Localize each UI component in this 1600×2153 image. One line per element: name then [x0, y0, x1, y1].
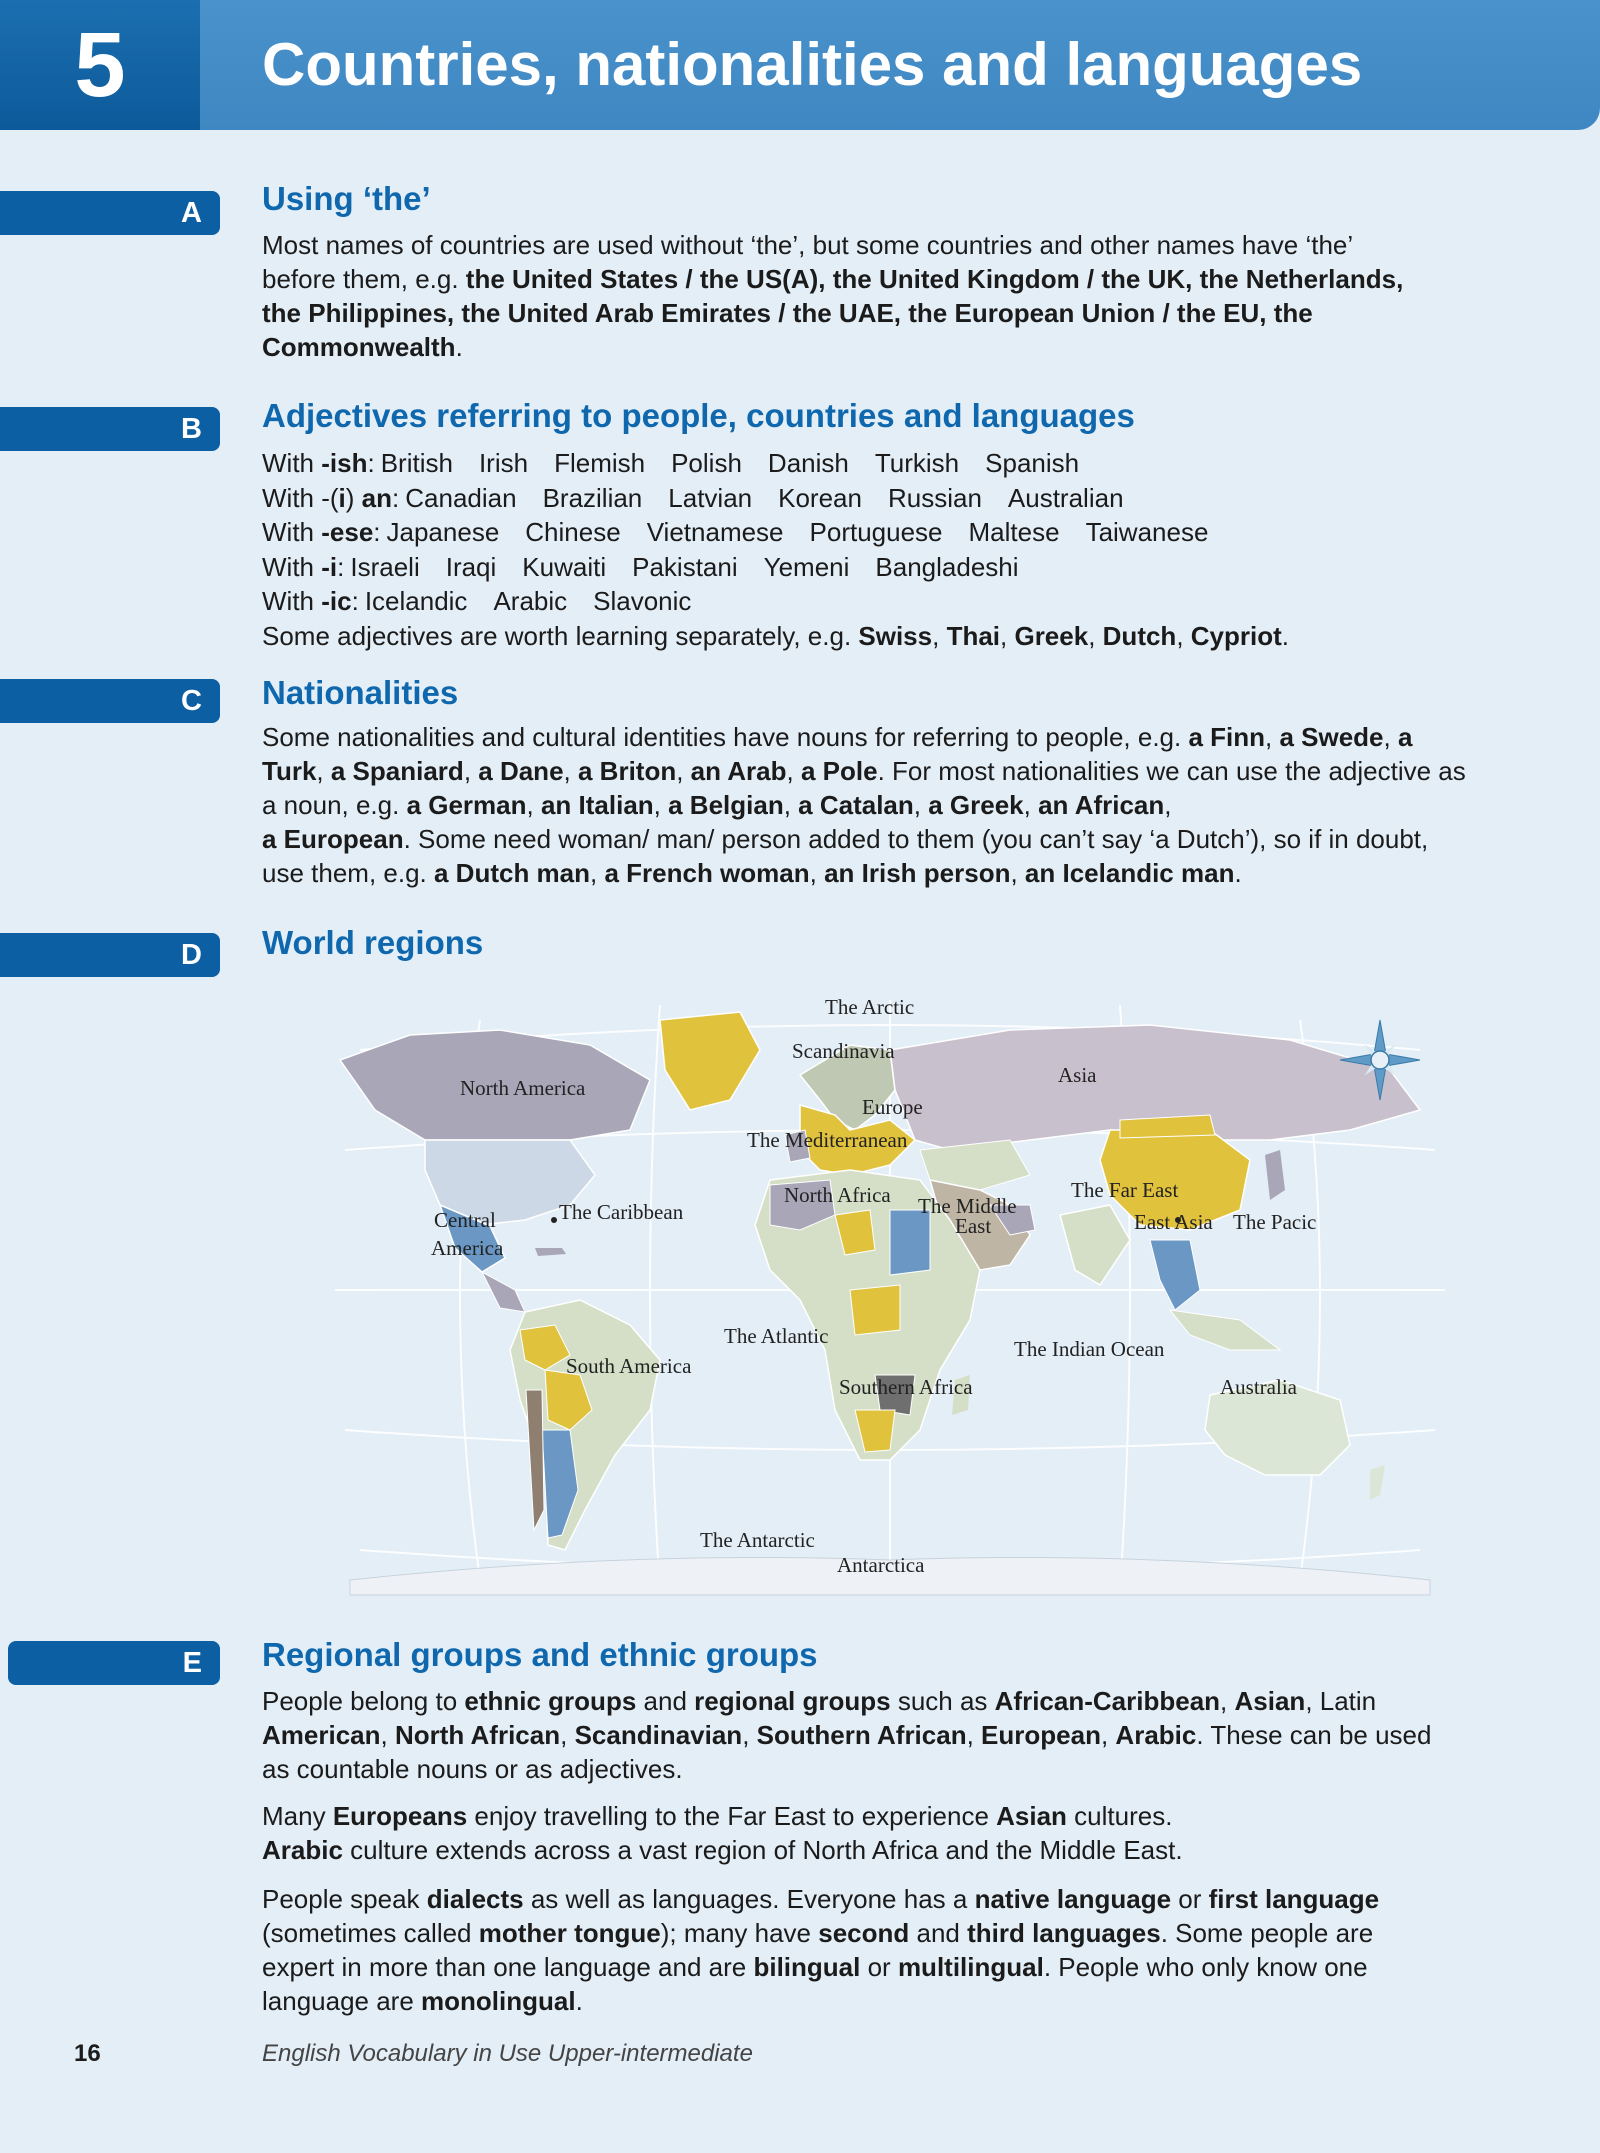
text-line — [262, 1752, 1502, 1786]
text-run: culture extends across a vast region of North Africa and the Middle East. — [342, 1835, 1183, 1865]
text-run: , — [380, 1720, 395, 1750]
bold-term: a French woman — [604, 858, 810, 888]
text-run: , — [786, 756, 801, 786]
text-run: language are — [262, 1986, 422, 2016]
section-e-paragraph-2 — [262, 1799, 1502, 1867]
bold-term: monolingual — [421, 1986, 576, 2016]
adjective-row — [262, 515, 1502, 550]
section-e-tab: E — [8, 1641, 220, 1685]
text-run: With — [262, 517, 322, 547]
text-line — [262, 1916, 1502, 1950]
text-run: as well as languages. Everyone has a — [523, 1884, 975, 1914]
text-run: With — [262, 551, 322, 582]
label-indian-ocean: The Indian Ocean — [1014, 1337, 1165, 1361]
label-arctic: The Arctic — [825, 995, 915, 1019]
text-line — [262, 1684, 1502, 1718]
new-zealand-shape — [1370, 1465, 1385, 1500]
adjective-word: Kuwaiti — [522, 551, 607, 582]
adjective-word: Polish — [671, 448, 742, 478]
section-b-tab: B — [0, 407, 220, 451]
book-title: English Vocabulary in Use Upper-intermediate — [262, 2040, 753, 2067]
text-run: as countable nouns or as adjectives. — [262, 1754, 683, 1784]
bold-term: the United States / the US(A), the United Kingdom / the UK, the Netherlands, — [465, 264, 1404, 294]
label-atlantic: The Atlantic — [724, 1324, 829, 1348]
text-run: : — [373, 517, 381, 547]
suffix-label — [262, 517, 381, 547]
label-central-america-2: America — [431, 1236, 504, 1260]
bold-term: an Arab — [690, 756, 787, 786]
text-run: or — [1171, 1884, 1209, 1914]
bold-term: a Dane — [478, 756, 564, 786]
text-run: , — [1383, 722, 1398, 752]
text-line — [262, 1799, 1502, 1833]
text-run: , — [809, 858, 825, 888]
bold-term: i — [338, 482, 346, 513]
unit-number: 5 — [0, 0, 200, 130]
chile-shape — [526, 1390, 544, 1530]
bold-term: a Finn — [1188, 722, 1266, 752]
bold-term: an Italian — [540, 790, 654, 820]
bold-term: the Philippines, the United Arab Emirates / the UAE, the European Union / the EU, the — [262, 298, 1313, 328]
adjective-row — [262, 481, 1502, 516]
adjective-word: Korean — [778, 482, 862, 513]
bold-term: second — [818, 1918, 910, 1948]
bold-term: an — [361, 482, 393, 513]
bold-term: a Spaniard — [330, 756, 464, 786]
sudan-shape — [890, 1210, 930, 1275]
adjective-word: Spanish — [985, 448, 1080, 478]
text-run: a noun, e.g. — [262, 790, 407, 820]
text-line — [262, 1950, 1502, 1984]
text-run: Most names of countries are used without ‘the’, but some countries and other names have ‘the’ — [262, 230, 1354, 260]
bold-term: mother tongue — [478, 1918, 661, 1948]
text-run: . Some people are — [1160, 1918, 1374, 1948]
text-run: . — [1281, 620, 1290, 651]
text-run: , — [913, 790, 929, 820]
label-middle-east-1: The Middle — [918, 1194, 1017, 1218]
bold-term: Asian — [996, 1801, 1067, 1831]
bold-term: American — [262, 1720, 381, 1750]
text-run: . — [575, 1986, 583, 2016]
section-b-heading: Adjectives referring to people, countries and languages — [262, 397, 1135, 434]
text-run: People belong to — [262, 1686, 465, 1716]
adjective-word: Russian — [887, 482, 982, 513]
bold-term: third languages — [967, 1918, 1161, 1948]
section-a-text — [262, 228, 1502, 364]
section-d-tab: D — [0, 933, 220, 977]
bold-term: Turk — [262, 756, 317, 786]
section-b-adjective-list — [262, 446, 1502, 653]
bold-term: a German — [406, 790, 527, 820]
section-e-paragraph-3 — [262, 1882, 1502, 2018]
text-run: , — [316, 756, 331, 786]
text-run: : — [392, 482, 400, 513]
adjective-word: Iraqi — [445, 551, 497, 582]
label-australia: Australia — [1220, 1375, 1297, 1399]
bold-term: European — [981, 1720, 1101, 1750]
title-bar — [200, 0, 1600, 130]
bold-term: Greek — [1014, 620, 1089, 651]
text-run: expert in more than one language and are — [262, 1952, 754, 1982]
text-run: . People who only know one — [1043, 1952, 1368, 1982]
caribbean-islands-shape — [535, 1248, 566, 1256]
world-map-graphic — [330, 990, 1450, 1600]
bold-term: Southern African — [756, 1720, 967, 1750]
text-line — [262, 1882, 1502, 1916]
bold-term: Thai — [946, 620, 1001, 651]
bold-term: Asian — [1234, 1686, 1306, 1716]
label-antarctic: The Antarctic — [700, 1528, 815, 1552]
text-run: , — [1010, 858, 1025, 888]
adjective-word: Flemish — [554, 448, 646, 478]
text-line — [262, 1984, 1502, 2018]
bold-term: regional groups — [694, 1686, 891, 1716]
adjective-word: Slavonic — [593, 586, 692, 616]
section-d-heading: World regions — [262, 924, 484, 961]
text-run: before them, e.g. — [262, 264, 466, 294]
text-run: , — [560, 1720, 575, 1750]
bold-term: Scandinavian — [574, 1720, 743, 1750]
bold-term: a Greek — [928, 790, 1024, 820]
text-run: . — [1234, 858, 1242, 888]
text-run: ) — [345, 482, 362, 513]
separate-adjectives-line — [262, 619, 1502, 654]
bold-term: -ic — [321, 586, 352, 616]
bold-term: -i — [321, 551, 338, 582]
bold-term: a Pole — [800, 756, 878, 786]
bold-term: a — [1397, 722, 1413, 752]
bold-term: native language — [974, 1884, 1172, 1914]
text-run: . — [455, 332, 463, 362]
bold-term: first language — [1208, 1884, 1380, 1914]
text-run: , — [1000, 620, 1015, 651]
section-a-tab: A — [0, 191, 220, 235]
suffix-label — [262, 586, 359, 616]
section-c-heading: Nationalities — [262, 674, 459, 711]
label-east-asia: East Asia — [1134, 1210, 1213, 1234]
adjective-word: Chinese — [525, 517, 621, 547]
world-map — [330, 990, 1450, 1600]
bold-term: an African — [1038, 790, 1165, 820]
adjective-word: Latvian — [668, 482, 753, 513]
bold-term: a European — [262, 824, 404, 854]
text-run: : — [351, 586, 359, 616]
text-line — [262, 822, 1502, 856]
india-shape — [1060, 1205, 1130, 1285]
text-run: use them, e.g. — [262, 858, 434, 888]
greenland-shape — [660, 1012, 760, 1110]
adjective-row — [262, 446, 1502, 481]
bold-term: a Dutch man — [433, 858, 591, 888]
adjective-row — [262, 584, 1502, 619]
bold-term: Dutch — [1102, 620, 1177, 651]
text-run: With — [262, 586, 322, 616]
section-c-text — [262, 720, 1502, 890]
text-line — [262, 1833, 1502, 1867]
bold-term: Europeans — [332, 1801, 468, 1831]
text-run: , — [932, 620, 947, 651]
text-run: (sometimes called — [262, 1918, 479, 1948]
text-run: , — [1164, 790, 1172, 820]
bold-term: Arabic — [1115, 1720, 1197, 1750]
text-run: , — [463, 756, 479, 786]
caribbean-marker — [551, 1217, 557, 1223]
bold-term: Swiss — [858, 620, 933, 651]
text-run: , — [1265, 722, 1280, 752]
adjective-word: Portuguese — [809, 517, 943, 547]
adjective-word: Danish — [767, 448, 849, 478]
page-header — [0, 0, 1600, 132]
bold-term: dialects — [426, 1884, 524, 1914]
bold-term: a Briton — [577, 756, 677, 786]
text-run: With — [262, 448, 322, 478]
text-run: With -( — [262, 482, 339, 513]
label-south-america: South America — [566, 1354, 692, 1378]
text-line — [262, 720, 1502, 754]
bold-term: African-Caribbean — [994, 1686, 1221, 1716]
adjective-word: Turkish — [874, 448, 960, 478]
adjective-word: Irish — [478, 448, 529, 478]
text-run: People speak — [262, 1884, 427, 1914]
adjective-word: British — [380, 448, 453, 478]
adjective-word: Taiwanese — [1085, 517, 1209, 547]
text-run: , — [966, 1720, 982, 1750]
text-run: . For most nationalities we can use the adjective as — [877, 756, 1466, 786]
label-north-america: North America — [460, 1076, 586, 1100]
section-e-heading: Regional groups and ethnic groups — [262, 1636, 818, 1673]
suffix-label — [262, 483, 399, 513]
text-line — [262, 754, 1502, 788]
japan-shape — [1265, 1150, 1285, 1200]
text-run: ); many have — [660, 1918, 819, 1948]
bold-term: Arabic — [262, 1835, 343, 1865]
bold-term: an Icelandic man — [1024, 858, 1235, 888]
bold-term: a Catalan — [798, 790, 914, 820]
text-line — [262, 788, 1502, 822]
southeast-asia-shape — [1150, 1240, 1200, 1310]
label-scandinavia: Scandinavia — [792, 1039, 895, 1063]
bold-term: ethnic groups — [464, 1686, 637, 1716]
drc-shape — [850, 1285, 900, 1335]
text-run: enjoy travelling to the Far East to experience — [467, 1801, 997, 1831]
page-title: Countries, nationalities and languages — [262, 31, 1363, 98]
text-run: or — [860, 1952, 898, 1982]
text-run: , — [1100, 1720, 1116, 1750]
adjective-word: Vietnamese — [646, 517, 784, 547]
label-caribbean: The Caribbean — [559, 1200, 684, 1224]
text-run: : — [337, 551, 345, 582]
bold-term: bilingual — [753, 1952, 861, 1982]
bold-term: a Swede — [1279, 722, 1384, 752]
section-e-paragraph-1 — [262, 1684, 1502, 1786]
text-line — [262, 330, 1502, 364]
text-run: cultures. — [1066, 1801, 1173, 1831]
text-run: , — [676, 756, 691, 786]
text-line — [262, 296, 1502, 330]
adjective-word: Australian — [1007, 482, 1124, 513]
text-run: , — [590, 858, 605, 888]
text-line — [262, 1718, 1502, 1752]
text-run: Many — [262, 1801, 333, 1831]
text-run: . Some need woman/ man/ person added to them (you can’t say ‘a Dutch’), so if in doubt, — [403, 824, 1429, 854]
label-asia: Asia — [1058, 1063, 1097, 1087]
text-run: , — [1088, 620, 1103, 651]
indonesia-shape — [1170, 1310, 1280, 1350]
text-line — [262, 262, 1502, 296]
adjective-word: Yemeni — [763, 551, 850, 582]
label-europe: Europe — [862, 1095, 923, 1119]
text-run: , — [1220, 1686, 1235, 1716]
label-antarctica: Antarctica — [837, 1553, 925, 1577]
adjective-word: Maltese — [968, 517, 1060, 547]
text-run: and — [636, 1686, 695, 1716]
adjective-word: Icelandic — [364, 586, 468, 616]
text-run: . These can be used — [1196, 1720, 1432, 1750]
adjective-row — [262, 550, 1502, 585]
adjective-word: Japanese — [386, 517, 500, 547]
text-run: , — [1176, 620, 1191, 651]
adjective-word: Bangladeshi — [875, 551, 1019, 582]
adjective-word: Arabic — [493, 586, 568, 616]
label-middle-east-2: East — [955, 1214, 992, 1238]
adjective-word: Israeli — [350, 551, 420, 582]
bold-term: Commonwealth — [262, 332, 456, 362]
adjective-word: Pakistani — [632, 551, 738, 582]
bold-term: an Irish person — [824, 858, 1011, 888]
bold-term: North African — [394, 1720, 561, 1750]
text-run: , — [742, 1720, 757, 1750]
bold-term: Cypriot — [1190, 620, 1282, 651]
text-run: , — [783, 790, 799, 820]
page-number: 16 — [74, 2040, 101, 2067]
text-run: , — [563, 756, 578, 786]
text-run: such as — [890, 1686, 995, 1716]
text-run: , — [1023, 790, 1039, 820]
text-run: and — [909, 1918, 968, 1948]
section-c-tab: C — [0, 679, 220, 723]
label-mediterranean: The Mediterranean — [747, 1128, 908, 1152]
section-a-heading: Using ‘the’ — [262, 180, 431, 217]
bold-term: -ese — [321, 517, 374, 547]
text-run: , — [653, 790, 669, 820]
label-central-america-1: Central — [434, 1208, 496, 1232]
label-pacific: The Pacic — [1233, 1210, 1317, 1234]
text-run: : — [367, 448, 375, 478]
central-america-shape — [482, 1272, 525, 1312]
label-north-africa: North Africa — [784, 1183, 891, 1207]
text-line — [262, 228, 1502, 262]
adjective-word: Brazilian — [542, 482, 643, 513]
suffix-label — [262, 448, 375, 478]
adjective-word: Canadian — [405, 482, 517, 513]
label-southern-africa: Southern Africa — [839, 1375, 973, 1399]
text-run: Some nationalities and cultural identities have nouns for referring to people, e.g. — [262, 722, 1189, 752]
text-line — [262, 856, 1502, 890]
text-run: , Latin — [1305, 1686, 1377, 1716]
bold-term: a Belgian — [668, 790, 784, 820]
suffix-label — [262, 552, 344, 582]
bold-term: multilingual — [897, 1952, 1044, 1982]
text-run: Some adjectives are worth learning separately, e.g. — [262, 620, 859, 651]
bold-term: -ish — [321, 448, 368, 478]
text-run: , — [526, 790, 541, 820]
label-far-east: The Far East — [1071, 1178, 1179, 1202]
